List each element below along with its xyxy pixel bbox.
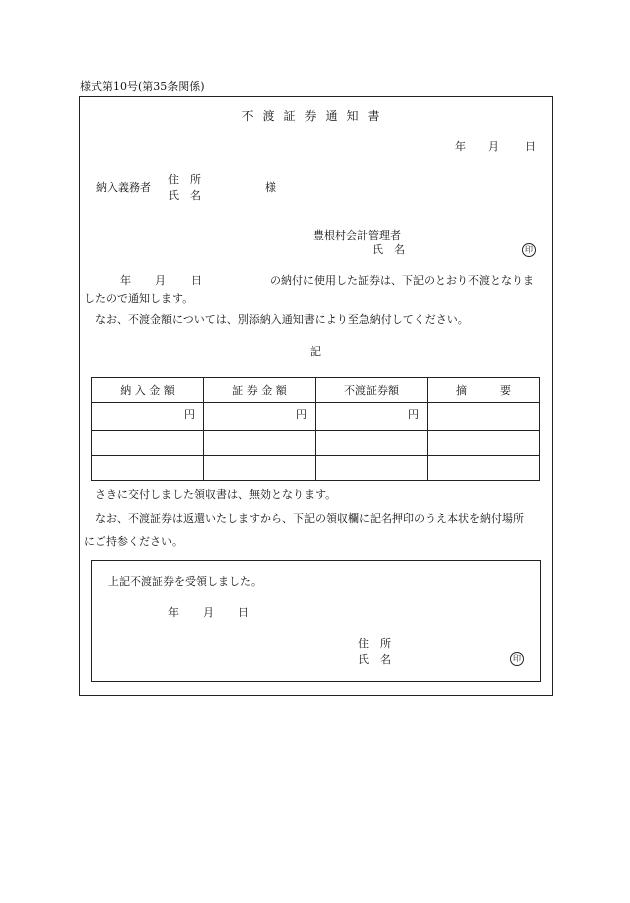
table-row <box>92 403 540 431</box>
obligor-name-label: 氏 名 <box>168 189 201 202</box>
body-line-3: なお、不渡金額については、別添納入通知書により至急納付してください。 <box>95 313 469 326</box>
body-month: 月 <box>155 274 166 287</box>
date-year: 年 <box>455 140 466 153</box>
form-number-label: 様式第10号(第35条関係) <box>80 80 205 93</box>
table-cell <box>92 431 204 456</box>
body-day: 日 <box>191 274 202 287</box>
table-cell <box>92 456 204 481</box>
table-row <box>92 431 540 456</box>
header-remarks: 摘 要 <box>428 378 540 403</box>
security-amount-cell: 円 <box>204 403 316 431</box>
receipt-address-label: 住 所 <box>358 637 391 650</box>
date-month: 月 <box>488 140 499 153</box>
table-cell <box>428 431 540 456</box>
receipt-name-label: 氏 名 <box>358 653 391 666</box>
payment-amount-cell: 円 <box>92 403 204 431</box>
table-cell <box>204 456 316 481</box>
remarks-cell <box>428 403 540 431</box>
table-row <box>92 456 540 481</box>
receipt-seal-mark: 印 <box>510 652 524 666</box>
notice-return-line-1: なお、不渡証券は返還いたしますから、下記の領収欄に記名押印のうえ本状を納付場所 <box>95 512 524 525</box>
notice-return-line-2: にご持参ください。 <box>84 535 183 548</box>
obligor-address-label: 住 所 <box>168 173 201 186</box>
table-cell <box>316 456 428 481</box>
receipt-date-day: 日 <box>238 606 249 619</box>
issuer-name-label: 氏 名 <box>372 243 405 256</box>
issuer-title: 豊根村会計管理者 <box>313 229 401 242</box>
table-cell <box>428 456 540 481</box>
document-title: 不渡証券通知書 <box>241 109 389 123</box>
obligor-label: 納入義務者 <box>96 181 151 194</box>
issuer-seal-mark: 印 <box>522 243 536 257</box>
table-header-row <box>92 378 540 403</box>
table-cell <box>316 431 428 456</box>
body-line-2: したので通知します。 <box>84 292 194 305</box>
body-year: 年 <box>120 274 131 287</box>
ki-heading: 記 <box>310 345 321 358</box>
body-line-1: の納付に使用した証券は、下記のとおり不渡となりま <box>270 274 534 287</box>
header-security-amount: 証 券 金 額 <box>204 378 316 403</box>
dishonored-amount-cell: 円 <box>316 403 428 431</box>
receipt-date-month: 月 <box>203 606 214 619</box>
date-day: 日 <box>525 140 536 153</box>
receipt-date-year: 年 <box>168 606 179 619</box>
header-dishonored-amount: 不渡証券額 <box>316 378 428 403</box>
receipt-text: 上記不渡証券を受領しました。 <box>108 575 262 588</box>
amounts-table <box>91 377 540 481</box>
obligor-honorific: 様 <box>265 181 276 194</box>
header-payment-amount: 納 入 金 額 <box>92 378 204 403</box>
notice-receipt-void: さきに交付しました領収書は、無効となります。 <box>95 488 337 501</box>
table-cell <box>204 431 316 456</box>
